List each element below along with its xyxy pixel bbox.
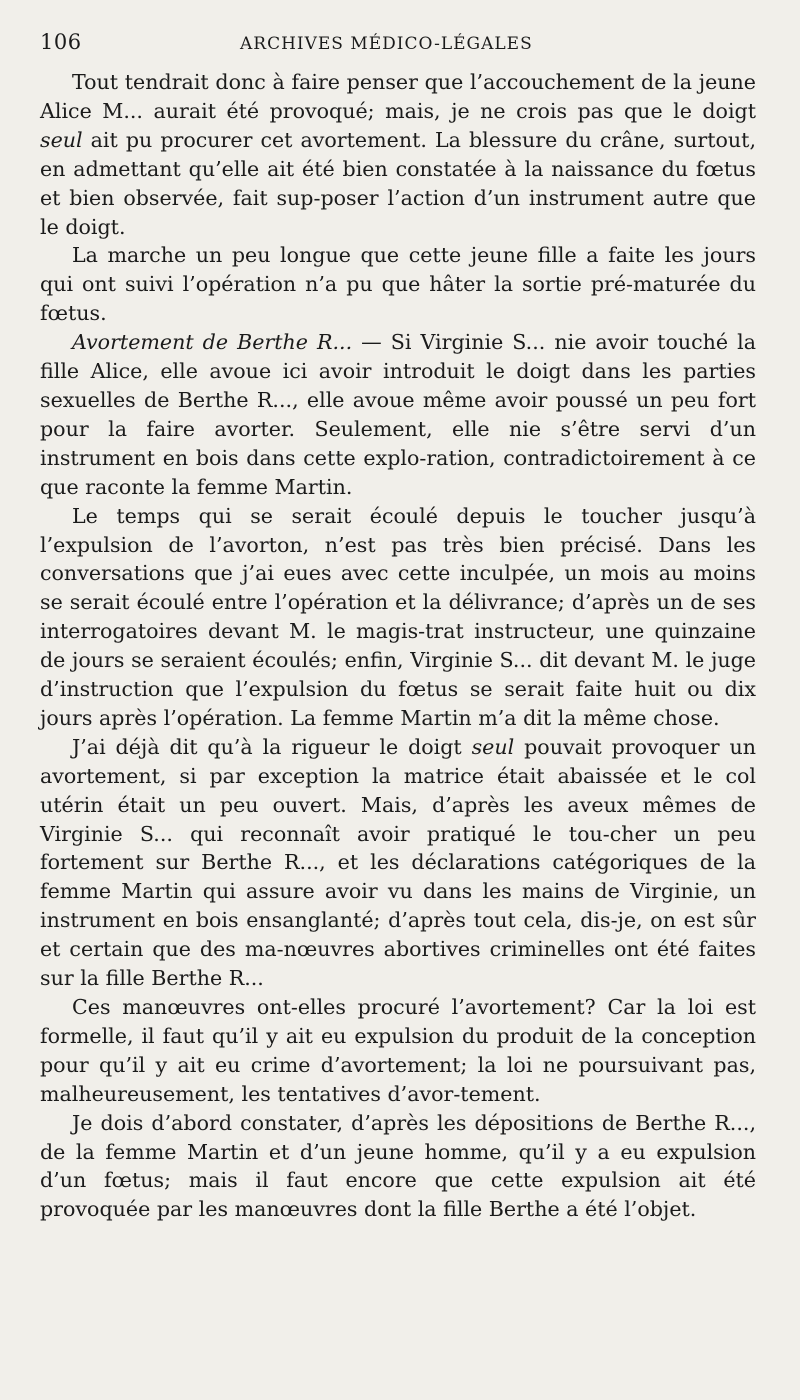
paragraph (40, 1109, 756, 1225)
text-run: Je dois d’abord constater, d’après les dépositions de Berthe R..., de la femme Martin et d’un jeune homme, qu’il y a eu expulsion d’un fœtus; mais il faut encore que cette expulsion ait été provoquée par les manœuvres dont la fille Berthe a été l’objet. (40, 1110, 756, 1222)
running-header (40, 30, 756, 66)
text-run: Tout tendrait donc à faire penser que l’accouchement de la jeune Alice M... aurait été provoqué; mais, je ne crois pas que le doigt (40, 70, 756, 123)
page-number: 106 (40, 30, 82, 54)
paragraph (40, 733, 756, 993)
paragraph (40, 68, 756, 241)
text-run: Le temps qui se serait écoulé depuis le toucher jusqu’à l’expulsion de l’avorton, n’est pas très bien précisé. Dans les conversations que j’ai eues avec cette inculpée, un mois au moins se serait écoulé entre l’opération et la délivrance; d’après un de ses interrogatoires devant M. le magis-trat instructeur, une quinzaine de jours se seraient écoulés; enfin, Virginie S... dit devant M. le juge d’instruction que l’expulsion du fœtus se serait faite huit ou dix jours après l’opération. La femme Martin m’a dit la même chose. (40, 503, 756, 730)
paragraph-section-heading (40, 328, 756, 501)
paragraph (40, 502, 756, 733)
text-run: ait pu procurer cet avortement. La blessure du crâne, surtout, en admettant qu’elle ait été bien constatée à la naissance du fœtus et bien observée, fait sup-poser l’action d’un instrument autre que le doigt. (40, 127, 756, 239)
italic-text-run: seul (471, 734, 515, 759)
text-run: La marche un peu longue que cette jeune fille a faite les jours qui ont suivi l’opération n’a pu que hâter la sortie pré-maturée du fœtus. (40, 243, 756, 326)
text-run: J’ai déjà dit qu’à la rigueur le doigt (72, 734, 472, 759)
text-run: Ces manœuvres ont-elles procuré l’avortement? Car la loi est formelle, il faut qu’il y ait eu expulsion du produit de la conception pour qu’il y ait eu crime d’avortement; la loi ne poursuivant pas, malheureusement, les tentatives d’avor-tement. (40, 995, 756, 1106)
text-run: pouvait provoquer un avortement, si par exception la matrice était abaissée et le col utérin était un peu ouvert. Mais, d’après les aveux mêmes de Virginie S... qui reconnaît avoir pratiqué le tou-cher un peu fortement sur Berthe R..., et les déclarations catégoriques de la femme Martin qui assure avoir vu dans les mains de Virginie, un instrument en bois ensanglanté; d’après tout cela, dis-je, on est sûr et certain que des ma-nœuvres abortives criminelles ont été faites sur la fille Berthe R... (40, 734, 756, 991)
section-heading-italic: Avortement de Berthe R... (72, 330, 353, 355)
paragraph (40, 241, 756, 328)
body-text (40, 68, 756, 1224)
italic-text-run: seul (40, 127, 83, 152)
running-title: ARCHIVES MÉDICO-LÉGALES (240, 34, 533, 54)
text-run: — Si Virginie S... nie avoir touché la fille Alice, elle avoue ici avoir introduit le doigt dans les parties sexuelles de Berthe R..., elle avoue même avoir poussé un peu fort pour la faire avorter. Seulement, elle nie s’être servi d’un instrument en bois dans cette explo-ration, contradictoirement à ce que raconte la femme Martin. (40, 330, 756, 499)
paragraph (40, 993, 756, 1109)
